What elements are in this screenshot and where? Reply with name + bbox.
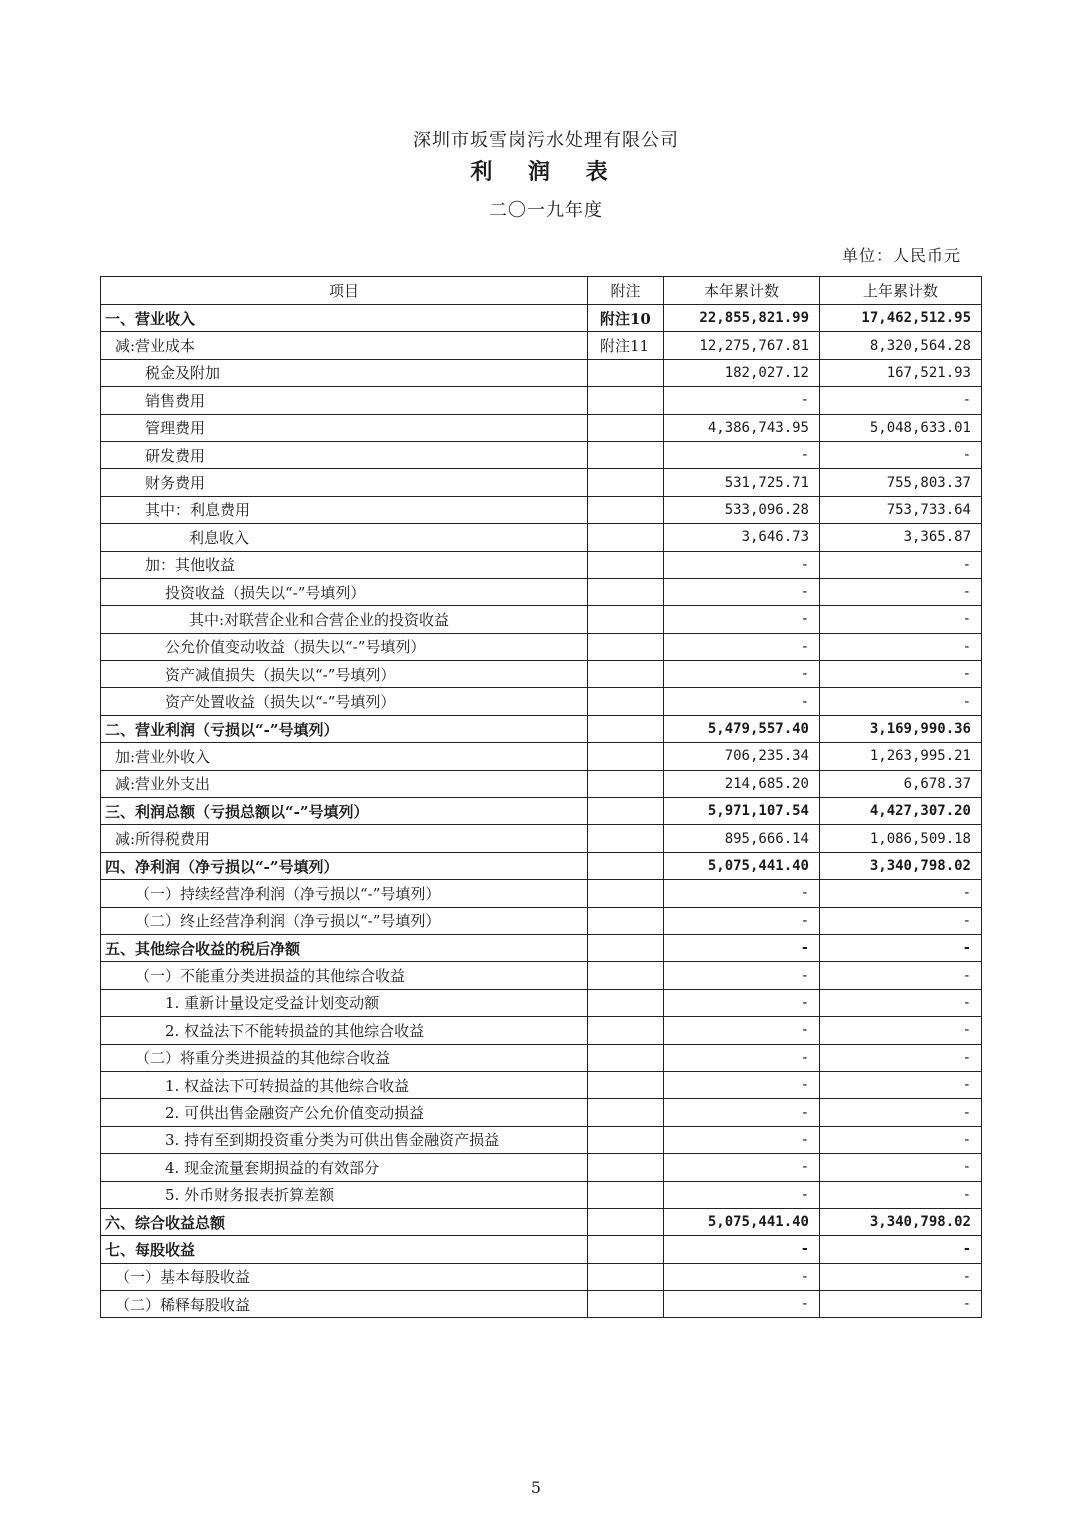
row-prior-year-value: 167,521.93 xyxy=(820,359,982,386)
row-note xyxy=(588,1099,664,1126)
row-current-year-value: - xyxy=(664,661,820,688)
row-item-label: 资产处置收益（损失以“-”号填列） xyxy=(101,688,588,715)
row-current-year-value: - xyxy=(664,934,820,961)
row-item-label: 一、营业收入 xyxy=(101,305,588,332)
row-current-year-value: - xyxy=(664,880,820,907)
row-note xyxy=(588,633,664,660)
row-note xyxy=(588,387,664,414)
row-current-year-value: - xyxy=(664,1154,820,1181)
row-item-label: 4. 现金流量套期损益的有效部分 xyxy=(101,1154,588,1181)
table-row xyxy=(101,359,982,386)
row-item-label: 公允价值变动收益（损失以“-”号填列） xyxy=(101,633,588,660)
column-header-note: 附注 xyxy=(588,277,664,305)
row-prior-year-value: - xyxy=(820,1263,982,1290)
row-prior-year-value: - xyxy=(820,880,982,907)
row-prior-year-value: - xyxy=(820,688,982,715)
table-row xyxy=(101,1236,982,1263)
row-item-label: 管理费用 xyxy=(101,414,588,441)
row-current-year-value: 22,855,821.99 xyxy=(664,305,820,332)
row-prior-year-value: - xyxy=(820,1099,982,1126)
table-row xyxy=(101,305,982,332)
row-item-label: 2. 可供出售金融资产公允价值变动损益 xyxy=(101,1099,588,1126)
row-item-label: 财务费用 xyxy=(101,469,588,496)
row-prior-year-value: - xyxy=(820,1071,982,1098)
row-current-year-value: 4,386,743.95 xyxy=(664,414,820,441)
table-row xyxy=(101,606,982,633)
row-current-year-value: - xyxy=(664,441,820,468)
row-item-label: （二）将重分类进损益的其他综合收益 xyxy=(101,1044,588,1071)
row-item-label: 利息收入 xyxy=(101,524,588,551)
row-note xyxy=(588,715,664,742)
row-item-label: 5. 外币财务报表折算差额 xyxy=(101,1181,588,1208)
row-note xyxy=(588,578,664,605)
row-current-year-value: - xyxy=(664,633,820,660)
row-prior-year-value: - xyxy=(820,1154,982,1181)
table-row xyxy=(101,743,982,770)
row-current-year-value: 214,685.20 xyxy=(664,770,820,797)
row-note xyxy=(588,1071,664,1098)
row-prior-year-value: - xyxy=(820,1291,982,1318)
row-note xyxy=(588,688,664,715)
row-current-year-value: - xyxy=(664,551,820,578)
row-note xyxy=(588,414,664,441)
row-prior-year-value: 4,427,307.20 xyxy=(820,798,982,825)
row-current-year-value: - xyxy=(664,1099,820,1126)
column-header-item: 项目 xyxy=(101,277,588,305)
row-current-year-value: - xyxy=(664,1017,820,1044)
row-current-year-value: - xyxy=(664,688,820,715)
row-note xyxy=(588,770,664,797)
row-item-label: （二）稀释每股收益 xyxy=(101,1291,588,1318)
row-note xyxy=(588,524,664,551)
table-row xyxy=(101,1017,982,1044)
income-statement-table xyxy=(100,276,982,1318)
row-current-year-value: 531,725.71 xyxy=(664,469,820,496)
row-note xyxy=(588,1154,664,1181)
row-prior-year-value: - xyxy=(820,907,982,934)
row-current-year-value: - xyxy=(664,1236,820,1263)
row-note xyxy=(588,989,664,1016)
row-current-year-value: 895,666.14 xyxy=(664,825,820,852)
row-item-label: 加：其他收益 xyxy=(101,551,588,578)
row-current-year-value: 12,275,767.81 xyxy=(664,332,820,359)
company-name: 深圳市坂雪岗污水处理有限公司 xyxy=(413,130,679,151)
table-row xyxy=(101,1208,982,1235)
row-prior-year-value: - xyxy=(820,578,982,605)
row-note xyxy=(588,743,664,770)
row-prior-year-value: 1,086,509.18 xyxy=(820,825,982,852)
row-prior-year-value: - xyxy=(820,387,982,414)
row-current-year-value: - xyxy=(664,1044,820,1071)
row-note xyxy=(588,469,664,496)
table-row xyxy=(101,496,982,523)
row-item-label: 加:营业外收入 xyxy=(101,743,588,770)
row-prior-year-value: - xyxy=(820,1181,982,1208)
row-current-year-value: 5,479,557.40 xyxy=(664,715,820,742)
statement-title: 利 润 表 xyxy=(470,159,622,185)
row-item-label: （一）不能重分类进损益的其他综合收益 xyxy=(101,962,588,989)
row-note xyxy=(588,1017,664,1044)
table-row xyxy=(101,387,982,414)
table-row xyxy=(101,551,982,578)
table-row xyxy=(101,1126,982,1153)
row-item-label: 六、综合收益总额 xyxy=(101,1208,588,1235)
row-note xyxy=(588,606,664,633)
row-note xyxy=(588,962,664,989)
row-current-year-value: - xyxy=(664,989,820,1016)
table-row xyxy=(101,1154,982,1181)
row-item-label: 三、利润总额（亏损总额以“-”号填列） xyxy=(101,798,588,825)
row-item-label: 1. 权益法下可转损益的其他综合收益 xyxy=(101,1071,588,1098)
row-prior-year-value: - xyxy=(820,989,982,1016)
row-current-year-value: 706,235.34 xyxy=(664,743,820,770)
table-row xyxy=(101,962,982,989)
row-item-label: 资产减值损失（损失以“-”号填列） xyxy=(101,661,588,688)
table-row xyxy=(101,825,982,852)
row-current-year-value: - xyxy=(664,1126,820,1153)
row-current-year-value: - xyxy=(664,1291,820,1318)
row-item-label: 1. 重新计量设定受益计划变动额 xyxy=(101,989,588,1016)
row-prior-year-value: - xyxy=(820,1044,982,1071)
row-item-label: 其中:对联营企业和合营企业的投资收益 xyxy=(101,606,588,633)
row-prior-year-value: 3,169,990.36 xyxy=(820,715,982,742)
row-prior-year-value: 3,340,798.02 xyxy=(820,852,982,879)
row-prior-year-value: 753,733.64 xyxy=(820,496,982,523)
row-current-year-value: - xyxy=(664,606,820,633)
row-item-label: 四、净利润（净亏损以“-”号填列） xyxy=(101,852,588,879)
row-current-year-value: - xyxy=(664,962,820,989)
row-prior-year-value: - xyxy=(820,934,982,961)
table-row xyxy=(101,1181,982,1208)
row-note xyxy=(588,1126,664,1153)
row-item-label: （二）终止经营净利润（净亏损以“-”号填列） xyxy=(101,907,588,934)
row-current-year-value: - xyxy=(664,387,820,414)
row-note xyxy=(588,825,664,852)
row-note xyxy=(588,661,664,688)
row-note: 附注10 xyxy=(588,305,664,332)
table-row xyxy=(101,441,982,468)
column-header-current-year: 本年累计数 xyxy=(664,277,820,305)
row-prior-year-value: 755,803.37 xyxy=(820,469,982,496)
row-item-label: 投资收益（损失以“-”号填列） xyxy=(101,578,588,605)
row-note xyxy=(588,852,664,879)
row-note xyxy=(588,907,664,934)
table-row xyxy=(101,1071,982,1098)
table-row xyxy=(101,907,982,934)
table-row xyxy=(101,798,982,825)
row-prior-year-value: - xyxy=(820,441,982,468)
row-current-year-value: 182,027.12 xyxy=(664,359,820,386)
page-number: 5 xyxy=(530,1478,542,1497)
column-header-prior-year: 上年累计数 xyxy=(820,277,982,305)
row-prior-year-value: 5,048,633.01 xyxy=(820,414,982,441)
table-body xyxy=(101,305,982,1318)
row-prior-year-value: 1,263,995.21 xyxy=(820,743,982,770)
row-note xyxy=(588,1236,664,1263)
table-row xyxy=(101,989,982,1016)
row-item-label: 二、营业利润（亏损以“-”号填列） xyxy=(101,715,588,742)
table-row xyxy=(101,661,982,688)
table-row xyxy=(101,852,982,879)
row-note xyxy=(588,798,664,825)
row-item-label: 其中：利息费用 xyxy=(101,496,588,523)
row-current-year-value: 5,971,107.54 xyxy=(664,798,820,825)
row-item-label: 七、每股收益 xyxy=(101,1236,588,1263)
row-note xyxy=(588,551,664,578)
row-prior-year-value: 3,365.87 xyxy=(820,524,982,551)
table-row xyxy=(101,469,982,496)
row-current-year-value: - xyxy=(664,1263,820,1290)
row-current-year-value: 533,096.28 xyxy=(664,496,820,523)
table-row xyxy=(101,633,982,660)
table-row xyxy=(101,934,982,961)
statement-period: 二〇一九年度 xyxy=(489,200,603,221)
row-prior-year-value: 3,340,798.02 xyxy=(820,1208,982,1235)
row-item-label: 税金及附加 xyxy=(101,359,588,386)
row-current-year-value: - xyxy=(664,907,820,934)
row-prior-year-value: - xyxy=(820,633,982,660)
row-item-label: 减:所得税费用 xyxy=(101,825,588,852)
row-current-year-value: - xyxy=(664,1071,820,1098)
row-current-year-value: 5,075,441.40 xyxy=(664,852,820,879)
row-item-label: 五、其他综合收益的税后净额 xyxy=(101,934,588,961)
row-prior-year-value: 6,678.37 xyxy=(820,770,982,797)
row-note xyxy=(588,934,664,961)
table-row xyxy=(101,578,982,605)
row-item-label: （一）持续经营净利润（净亏损以“-”号填列） xyxy=(101,880,588,907)
row-prior-year-value: 17,462,512.95 xyxy=(820,305,982,332)
table-row xyxy=(101,414,982,441)
table-row xyxy=(101,332,982,359)
row-note: 附注11 xyxy=(588,332,664,359)
row-item-label: （一）基本每股收益 xyxy=(101,1263,588,1290)
row-note xyxy=(588,1044,664,1071)
table-row xyxy=(101,1099,982,1126)
row-note xyxy=(588,359,664,386)
table-row xyxy=(101,880,982,907)
row-item-label: 减:营业成本 xyxy=(101,332,588,359)
row-note xyxy=(588,1263,664,1290)
row-item-label: 减:营业外支出 xyxy=(101,770,588,797)
row-prior-year-value: - xyxy=(820,962,982,989)
row-prior-year-value: 8,320,564.28 xyxy=(820,332,982,359)
row-prior-year-value: - xyxy=(820,606,982,633)
row-prior-year-value: - xyxy=(820,661,982,688)
row-note xyxy=(588,496,664,523)
row-current-year-value: 3,646.73 xyxy=(664,524,820,551)
table-row xyxy=(101,770,982,797)
table-row xyxy=(101,688,982,715)
table-row xyxy=(101,1263,982,1290)
row-prior-year-value: - xyxy=(820,1236,982,1263)
row-item-label: 3. 持有至到期投资重分类为可供出售金融资产损益 xyxy=(101,1126,588,1153)
row-item-label: 销售费用 xyxy=(101,387,588,414)
row-current-year-value: 5,075,441.40 xyxy=(664,1208,820,1235)
table-row xyxy=(101,715,982,742)
row-note xyxy=(588,1181,664,1208)
table-header-row xyxy=(101,277,982,305)
row-note xyxy=(588,880,664,907)
row-note xyxy=(588,441,664,468)
row-note xyxy=(588,1291,664,1318)
row-item-label: 研发费用 xyxy=(101,441,588,468)
table-row xyxy=(101,1044,982,1071)
row-prior-year-value: - xyxy=(820,1017,982,1044)
row-note xyxy=(588,1208,664,1235)
table-row xyxy=(101,1291,982,1318)
row-item-label: 2. 权益法下不能转损益的其他综合收益 xyxy=(101,1017,588,1044)
row-prior-year-value: - xyxy=(820,551,982,578)
currency-unit: 单位：人民币元 xyxy=(841,246,961,265)
row-current-year-value: - xyxy=(664,1181,820,1208)
row-current-year-value: - xyxy=(664,578,820,605)
table-row xyxy=(101,524,982,551)
row-prior-year-value: - xyxy=(820,1126,982,1153)
